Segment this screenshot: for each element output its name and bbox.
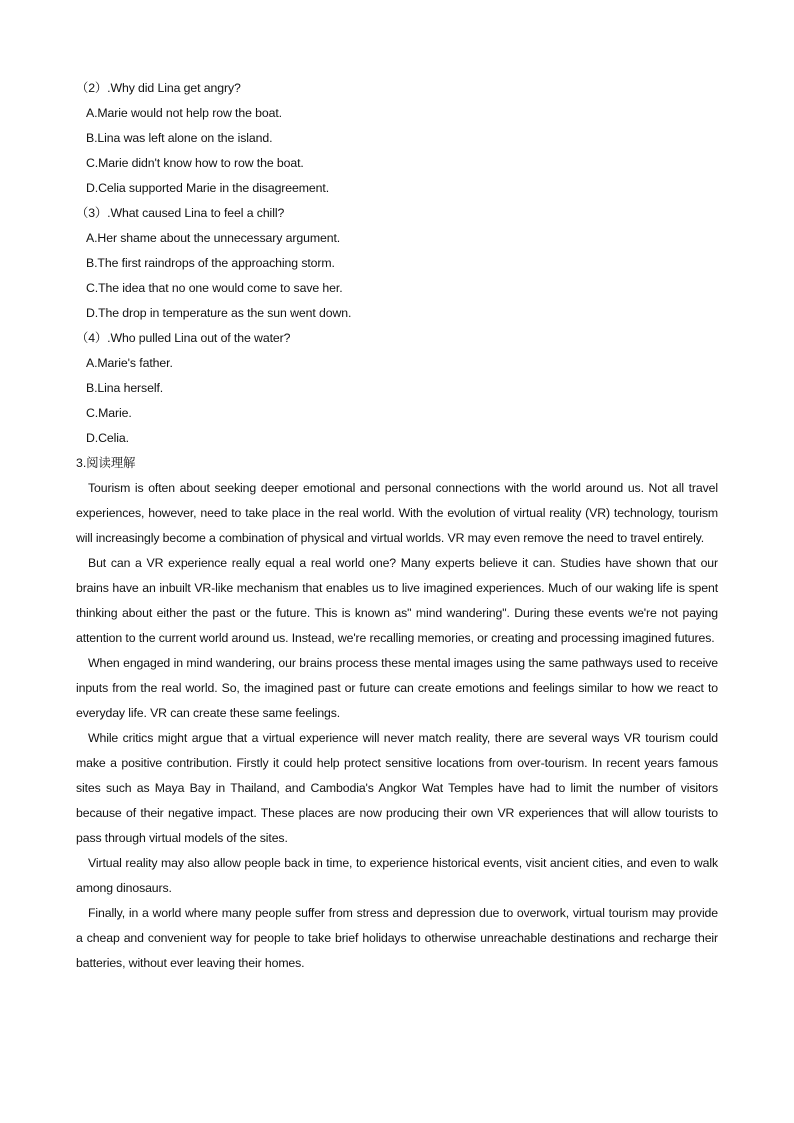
passage-paragraph: Virtual reality may also allow people back in time, to experience historical events, visit ancient cities, and even to walk among dinosaurs. [76,856,718,895]
answer-option: D.Celia supported Marie in the disagreement. [86,181,330,195]
section-heading: 3.阅读理解 [76,456,136,470]
answer-option: C.Marie. [86,406,132,420]
question-block [76,326,718,451]
answer-option: A.Marie's father. [86,356,173,370]
passage-paragraph: Tourism is often about seeking deeper emotional and personal connections with the world around us. Not all travel experiences, however, need to take place in the real world. With the evolution of virtual reality (VR) technology, tourism will increasingly become a combination of physical and virtual worlds. VR may even remove the need to travel entirely. [76,481,718,545]
answer-option: C.Marie didn't know how to row the boat. [86,156,304,170]
reading-passage [76,476,718,976]
question-stem: （2）.Why did Lina get angry? [76,81,241,95]
passage-paragraph: While critics might argue that a virtual experience will never match reality, there are several ways VR tourism could make a positive contribution. Firstly it could help protect sensitive locations from over-tourism. In recent years famous sites such as Maya Bay in Thailand, and Cambodia's Angkor Wat Temples have had to limit the number of visitors because of their negative impact. These places are now producing their own VR experiences that will allow tourists to pass through virtual models of the sites. [76,731,718,845]
answer-option: A.Marie would not help row the boat. [86,106,282,120]
passage-paragraph: When engaged in mind wandering, our brains process these mental images using the same pathways used to receive inputs from the real world. So, the imagined past or future can create emotions and feelings similar to how we react to everyday life. VR can create these same feelings. [76,656,718,720]
passage-paragraph: Finally, in a world where many people suffer from stress and depression due to overwork, virtual tourism may provide a cheap and convenient way for people to take brief holidays to otherwise unreachable destinations and recharge their batteries, without ever leaving their homes. [76,906,718,970]
document-page [76,76,718,976]
question-block [76,76,718,201]
answer-option: C.The idea that no one would come to save her. [86,281,343,295]
answer-option: B.Lina was left alone on the island. [86,131,273,145]
answer-option: D.The drop in temperature as the sun went down. [86,306,352,320]
answer-option: B.Lina herself. [86,381,164,395]
question-block [76,201,718,326]
answer-option: A.Her shame about the unnecessary argument. [86,231,341,245]
question-stem: （4）.Who pulled Lina out of the water? [76,331,291,345]
passage-paragraph: But can a VR experience really equal a real world one? Many experts believe it can. Studies have shown that our brains have an inbuilt VR-like mechanism that enables us to live imagined experiences. Much of our waking life is spent thinking about either the past or the future. This is known as" mind wandering". During these events we're not paying attention to the current world around us. Instead, we're recalling memories, or creating and processing imagined futures. [76,556,718,645]
answer-option: B.The first raindrops of the approaching storm. [86,256,335,270]
answer-option: D.Celia. [86,431,129,445]
question-stem: （3）.What caused Lina to feel a chill? [76,206,285,220]
